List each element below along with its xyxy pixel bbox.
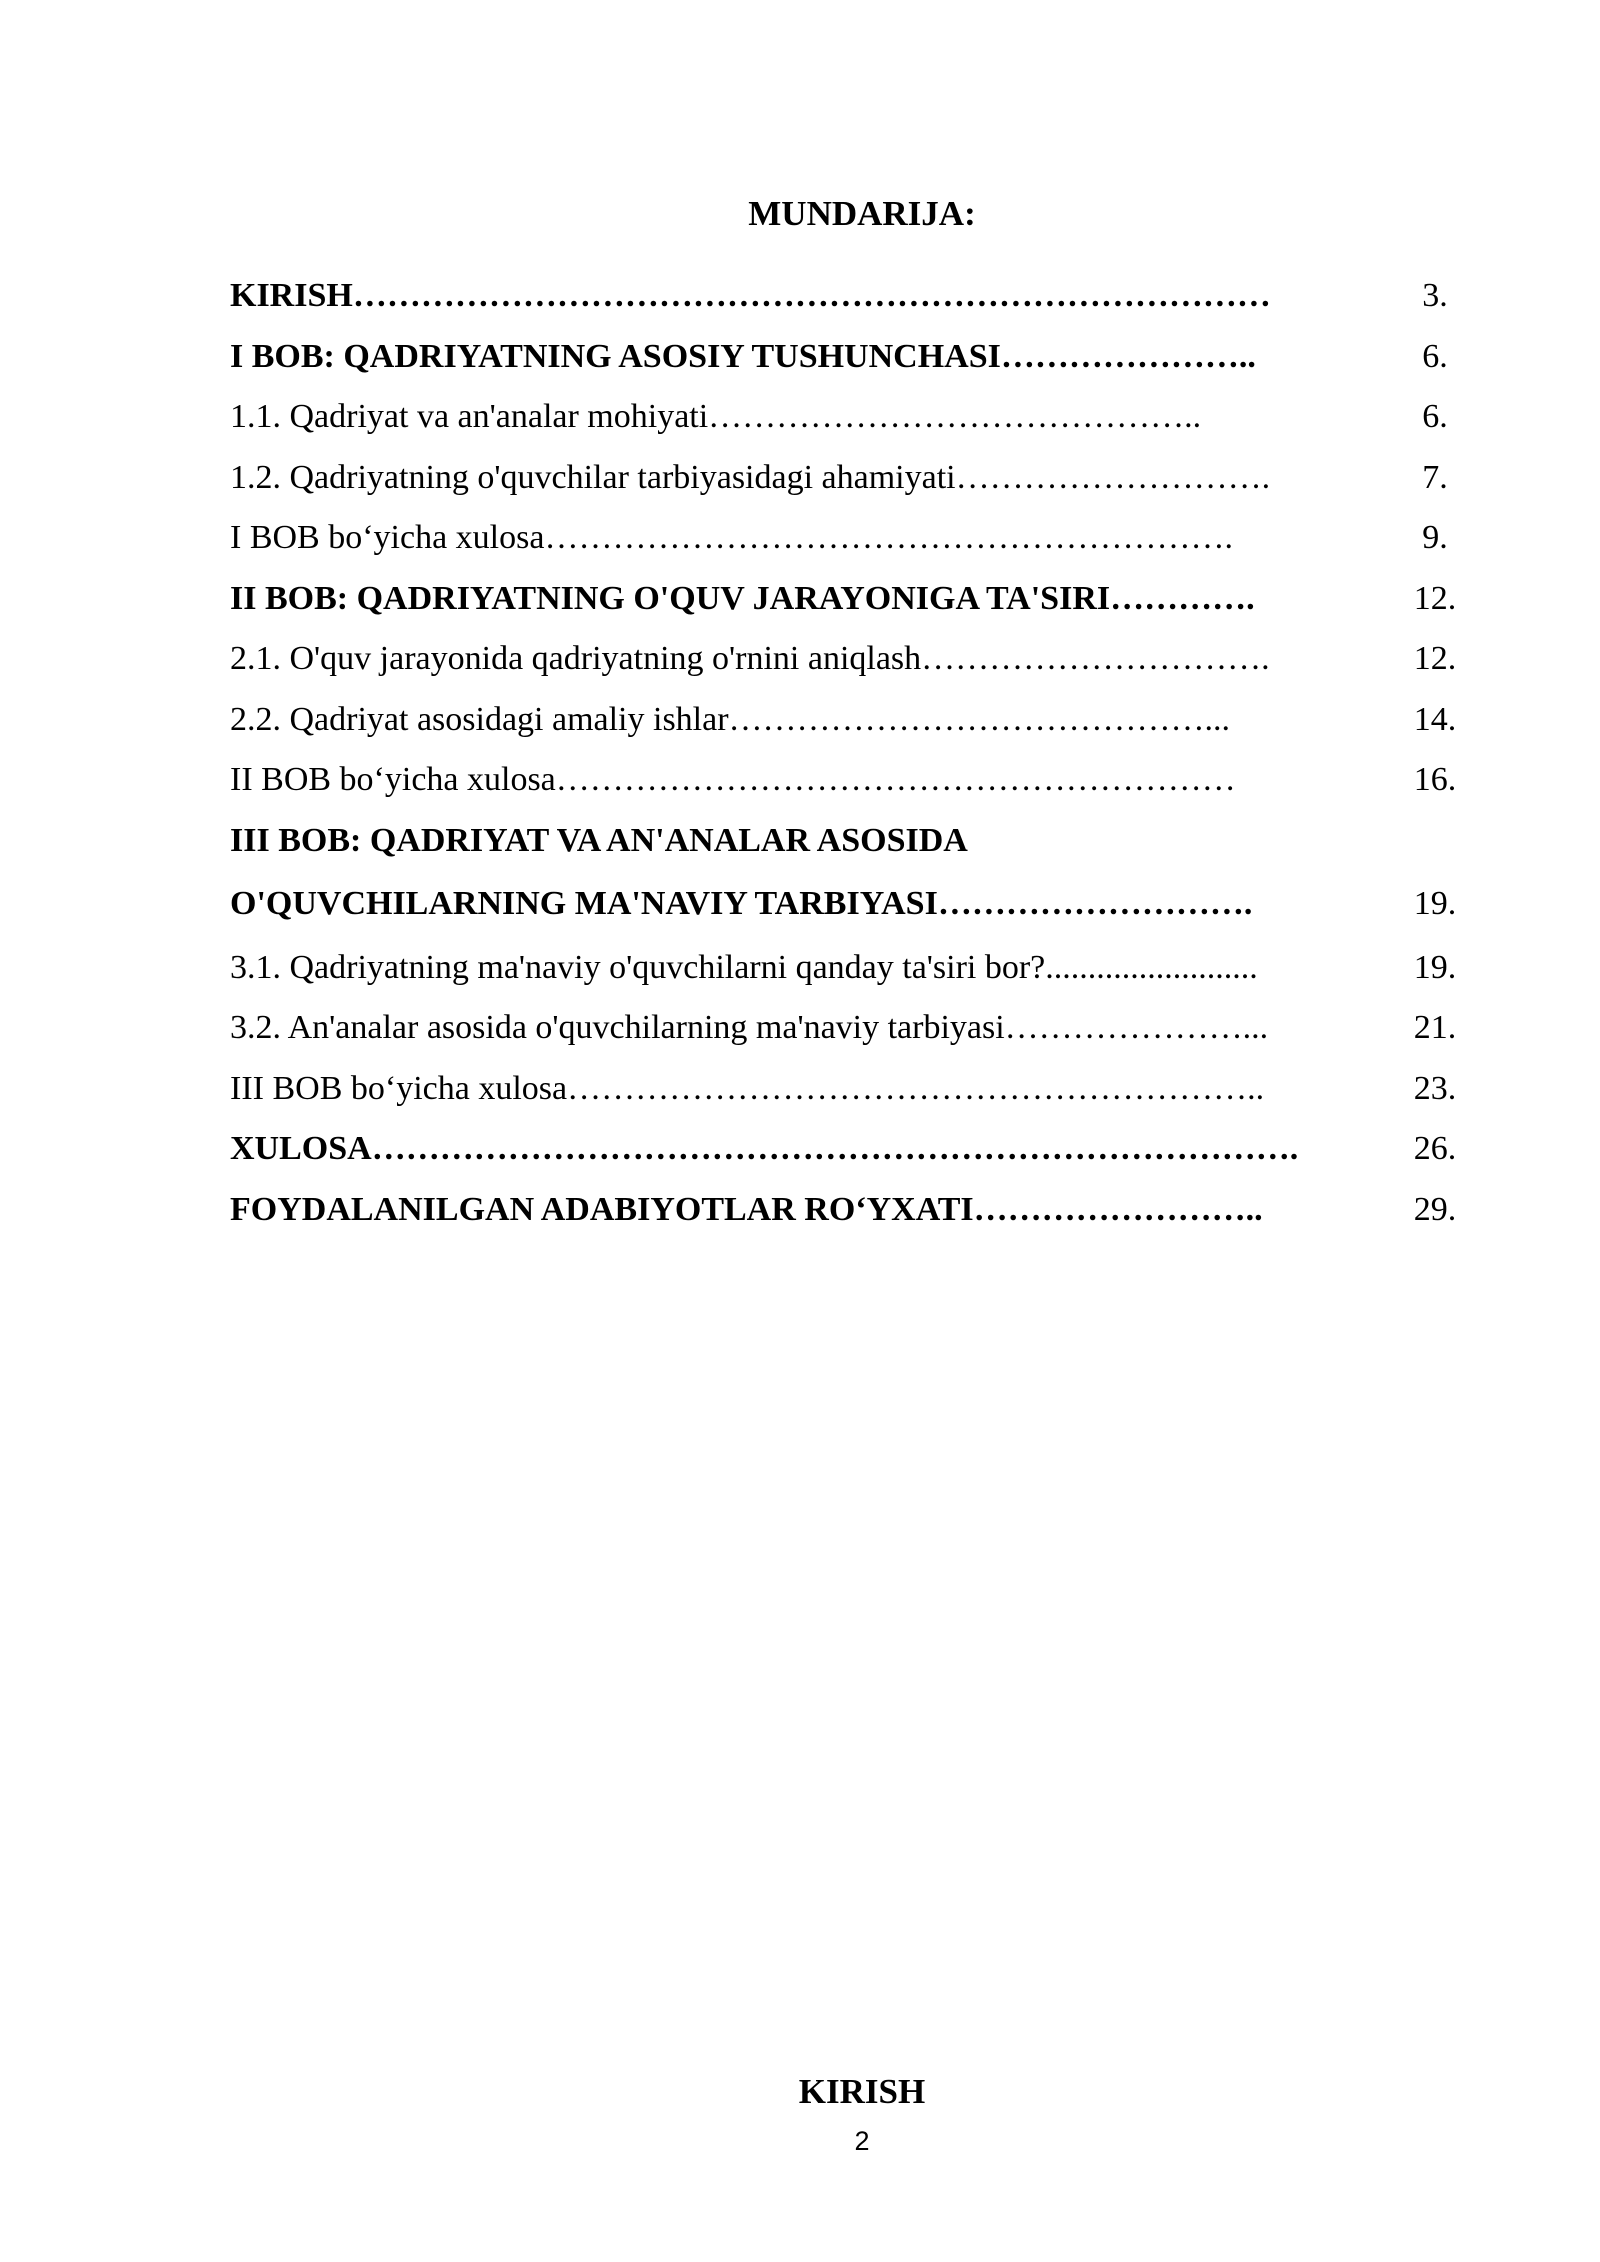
toc-entry-text: III BOB bo‘yicha xulosa…………………………………………………….. — [230, 1069, 1265, 1107]
toc-entry — [230, 268, 1480, 329]
toc-entry-text: 1.2. Qadriyatning o'quvchilar tarbiyasidagi ahamiyati………………………. — [230, 458, 1271, 496]
toc-entry-page: 9. — [1422, 519, 1448, 556]
toc-entry-text: FOYDALANILGAN ADABIYOTLAR RO‘YXATI…………………….. — [230, 1190, 1263, 1228]
toc-entry-page: 6. — [1422, 337, 1448, 375]
toc-entry-text: 1.1. Qadriyat va an'analar mohiyati…………………………………….. — [230, 398, 1202, 435]
toc-entry-page: 7. — [1422, 458, 1448, 496]
toc-entry-page: 26. — [1413, 1130, 1457, 1167]
toc-entry — [230, 510, 1480, 571]
toc-entry-page: 19. — [1413, 948, 1457, 986]
toc-entry-page: 19. — [1413, 884, 1457, 922]
toc-entry — [230, 940, 1480, 1001]
toc-entry-text: II BOB bo‘yicha xulosa…………………………………………………… — [230, 761, 1236, 798]
toc-entry-text: III BOB: QADRIYAT VA AN'ANALAR ASOSIDA — [230, 821, 968, 859]
toc-entry-text: KIRISH……………………………………………………………………… — [230, 277, 1271, 314]
toc-entry-text: I BOB bo‘yicha xulosa……………………………………………………. — [230, 519, 1233, 556]
toc-entry-text: 2.2. Qadriyat asosidagi amaliy ishlar……………………………………... — [230, 700, 1231, 738]
toc-entry-text: 3.1. Qadriyatning ma'naviy o'quvchilarni qanday ta'siri bor?......................... — [230, 948, 1258, 986]
toc-entry — [230, 1000, 1480, 1061]
toc-entry — [230, 1182, 1480, 1243]
toc-entry-page: 14. — [1413, 700, 1457, 738]
toc-entry-text: 3.2. An'analar asosida o'quvchilarning ma'naviy tarbiyasi…………………... — [230, 1009, 1269, 1046]
toc-entry — [230, 1121, 1480, 1182]
toc-title: MUNDARIJA: — [748, 194, 976, 233]
toc-entry-page: 12. — [1413, 579, 1457, 617]
toc-entry-page: 3. — [1422, 277, 1448, 314]
toc-entry — [230, 876, 1480, 940]
page-number: 2 — [854, 2126, 870, 2156]
table-of-contents — [230, 268, 1480, 1242]
toc-entry — [230, 450, 1480, 511]
toc-entry-page: 23. — [1413, 1069, 1457, 1107]
toc-entry-text: I BOB: QADRIYATNING ASOSIY TUSHUNCHASI………………….. — [230, 337, 1256, 375]
toc-entry-text: II BOB: QADRIYATNING O'QUV JARAYONIGA TA'SIRI…………. — [230, 579, 1255, 617]
toc-entry-text: 2.1. O'quv jarayonida qadriyatning o'rnini aniqlash…………………………. — [230, 640, 1270, 677]
toc-entry-page: 21. — [1413, 1009, 1457, 1046]
toc-entry — [230, 1061, 1480, 1122]
section-heading: KIRISH — [798, 2072, 926, 2111]
toc-entry-page: 6. — [1422, 398, 1448, 435]
toc-entry — [230, 813, 1480, 876]
toc-entry — [230, 692, 1480, 753]
toc-entry — [230, 752, 1480, 813]
toc-entry — [230, 631, 1480, 692]
toc-entry — [230, 329, 1480, 390]
toc-entry-page: 16. — [1413, 761, 1457, 798]
toc-entry-text: XULOSA………………………………………………………………………. — [230, 1130, 1299, 1167]
toc-entry — [230, 389, 1480, 450]
toc-entry-text: O'QUVCHILARNING MA'NAVIY TARBIYASI………………………. — [230, 884, 1253, 922]
toc-entry-page: 29. — [1413, 1190, 1457, 1228]
toc-entry-page: 12. — [1413, 640, 1457, 677]
toc-entry — [230, 571, 1480, 632]
